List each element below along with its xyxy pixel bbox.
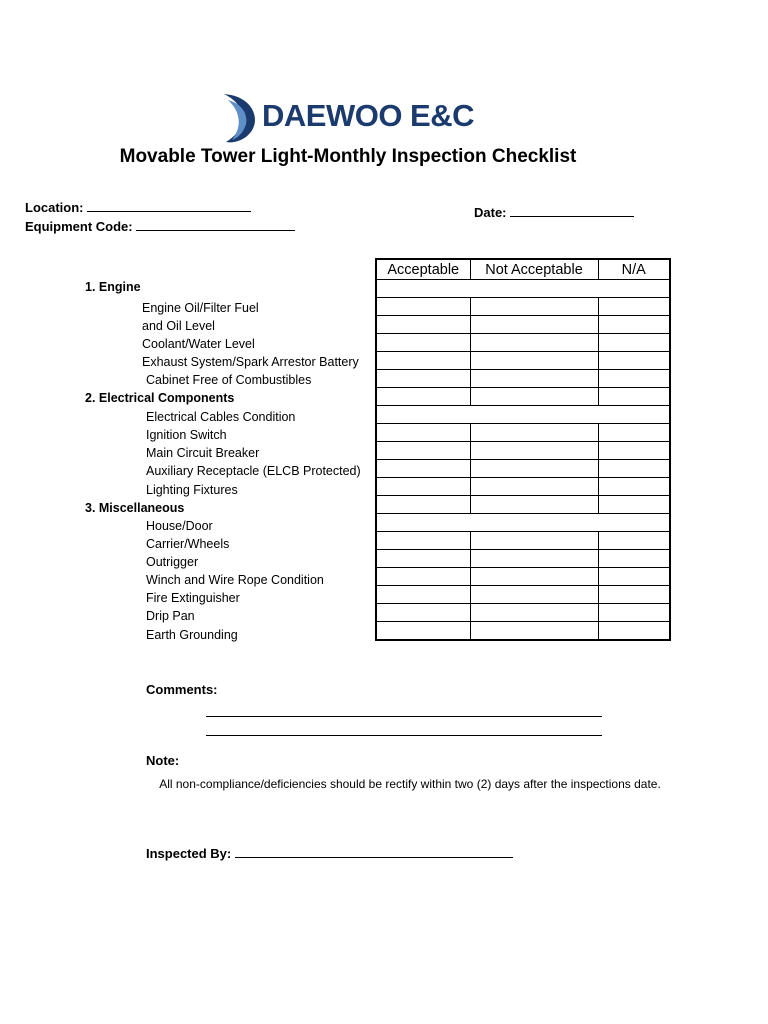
comments-line[interactable] [206, 716, 602, 717]
checklist-item: Coolant/Water Level [142, 337, 255, 351]
date-label: Date: [474, 205, 507, 220]
cell-not-acceptable[interactable] [470, 604, 598, 622]
checklist-item: Auxiliary Receptacle (ELCB Protected) [146, 464, 361, 478]
checklist-item: Outrigger [146, 555, 199, 569]
cell-na[interactable] [598, 442, 670, 460]
date-field [474, 204, 634, 220]
cell-acceptable[interactable] [376, 460, 470, 478]
cell-na[interactable] [598, 388, 670, 406]
date-blank[interactable] [510, 204, 634, 217]
table-row [376, 298, 670, 316]
table-row [376, 622, 670, 641]
cell-not-acceptable[interactable] [470, 532, 598, 550]
checklist-item: Lighting Fixtures [146, 483, 238, 497]
section-misc-title: 3. Miscellaneous [85, 501, 185, 515]
checklist-item: Winch and Wire Rope Condition [146, 573, 324, 587]
cell-not-acceptable[interactable] [470, 298, 598, 316]
cell-acceptable[interactable] [376, 550, 470, 568]
equipment-code-blank[interactable] [136, 218, 295, 231]
table-row [376, 586, 670, 604]
inspected-by-field [146, 845, 513, 861]
cell-not-acceptable[interactable] [470, 352, 598, 370]
table-header-row [376, 259, 670, 280]
cell-not-acceptable[interactable] [470, 586, 598, 604]
section-row-cell [376, 280, 670, 298]
table-row [376, 316, 670, 334]
location-label: Location: [25, 200, 84, 215]
cell-acceptable[interactable] [376, 532, 470, 550]
cell-acceptable[interactable] [376, 298, 470, 316]
table-row [376, 334, 670, 352]
checklist-item: Earth Grounding [146, 628, 238, 642]
cell-na[interactable] [598, 622, 670, 641]
table-row [376, 550, 670, 568]
cell-acceptable[interactable] [376, 334, 470, 352]
note-label: Note: [146, 753, 180, 768]
checklist-item: Electrical Cables Condition [146, 410, 296, 424]
cell-not-acceptable[interactable] [470, 316, 598, 334]
cell-na[interactable] [598, 352, 670, 370]
section-electrical-title: 2. Electrical Components [85, 391, 235, 405]
cell-na[interactable] [598, 316, 670, 334]
checklist-table [375, 258, 671, 641]
cell-na[interactable] [598, 568, 670, 586]
cell-na[interactable] [598, 298, 670, 316]
cell-na[interactable] [598, 478, 670, 496]
cell-not-acceptable[interactable] [470, 460, 598, 478]
section-row-cell [376, 406, 670, 424]
cell-acceptable[interactable] [376, 568, 470, 586]
location-field [25, 199, 251, 215]
table-row [376, 424, 670, 442]
cell-na[interactable] [598, 550, 670, 568]
checklist-item: Exhaust System/Spark Arrestor Battery [142, 355, 359, 369]
cell-acceptable[interactable] [376, 352, 470, 370]
cell-na[interactable] [598, 460, 670, 478]
company-logo [220, 92, 474, 144]
inspected-by-label: Inspected By: [146, 846, 232, 861]
checklist-item: Main Circuit Breaker [146, 446, 260, 460]
cell-not-acceptable[interactable] [470, 334, 598, 352]
cell-not-acceptable[interactable] [470, 568, 598, 586]
note-text: All non-compliance/deficiencies should be rectify within two (2) days after the inspections date. [159, 777, 661, 791]
comments-line[interactable] [206, 735, 602, 736]
checklist-item: Carrier/Wheels [146, 537, 230, 551]
cell-acceptable[interactable] [376, 316, 470, 334]
table-row [376, 568, 670, 586]
cell-not-acceptable[interactable] [470, 496, 598, 514]
table-row [376, 496, 670, 514]
cell-acceptable[interactable] [376, 478, 470, 496]
table-row [376, 370, 670, 388]
header-acceptable: Acceptable [376, 259, 470, 280]
inspected-by-blank[interactable] [235, 845, 513, 858]
header-na: N/A [598, 259, 670, 280]
comments-label: Comments: [146, 682, 218, 697]
table-row [376, 604, 670, 622]
checklist-item: Engine Oil/Filter Fuel [142, 301, 259, 315]
cell-na[interactable] [598, 370, 670, 388]
cell-na[interactable] [598, 532, 670, 550]
cell-acceptable[interactable] [376, 496, 470, 514]
table-row [376, 460, 670, 478]
table-row [376, 388, 670, 406]
cell-not-acceptable[interactable] [470, 388, 598, 406]
cell-acceptable[interactable] [376, 442, 470, 460]
cell-not-acceptable[interactable] [470, 550, 598, 568]
cell-acceptable[interactable] [376, 604, 470, 622]
equipment-code-label: Equipment Code: [25, 219, 133, 234]
cell-acceptable[interactable] [376, 586, 470, 604]
table-row [376, 352, 670, 370]
section-row [376, 280, 670, 298]
checklist-item: and Oil Level [142, 319, 215, 333]
checklist-item: Ignition Switch [146, 428, 227, 442]
location-blank[interactable] [87, 199, 251, 212]
cell-na[interactable] [598, 334, 670, 352]
cell-na[interactable] [598, 496, 670, 514]
checklist-item: Cabinet Free of Combustibles [146, 373, 312, 387]
section-engine-title: 1. Engine [85, 280, 141, 294]
page-title: Movable Tower Light-Monthly Inspection Checklist [119, 146, 577, 167]
checklist-item: House/Door [146, 519, 213, 533]
cell-acceptable[interactable] [376, 424, 470, 442]
section-row [376, 406, 670, 424]
equipment-code-field [25, 218, 295, 234]
section-row [376, 514, 670, 532]
cell-not-acceptable[interactable] [470, 424, 598, 442]
table-row [376, 532, 670, 550]
daewoo-logo-icon [220, 92, 260, 144]
cell-acceptable[interactable] [376, 622, 470, 641]
table-row [376, 442, 670, 460]
checklist-item: Drip Pan [146, 609, 195, 623]
header-not-acceptable: Not Acceptable [470, 259, 598, 280]
cell-acceptable[interactable] [376, 388, 470, 406]
section-row-cell [376, 514, 670, 532]
table-row [376, 478, 670, 496]
brand-name: DAEWOO E&C [262, 98, 474, 133]
cell-na[interactable] [598, 424, 670, 442]
cell-not-acceptable[interactable] [470, 478, 598, 496]
cell-acceptable[interactable] [376, 370, 470, 388]
checklist-item: Fire Extinguisher [146, 591, 240, 605]
cell-not-acceptable[interactable] [470, 442, 598, 460]
cell-na[interactable] [598, 604, 670, 622]
cell-not-acceptable[interactable] [470, 370, 598, 388]
cell-not-acceptable[interactable] [470, 622, 598, 641]
cell-na[interactable] [598, 586, 670, 604]
